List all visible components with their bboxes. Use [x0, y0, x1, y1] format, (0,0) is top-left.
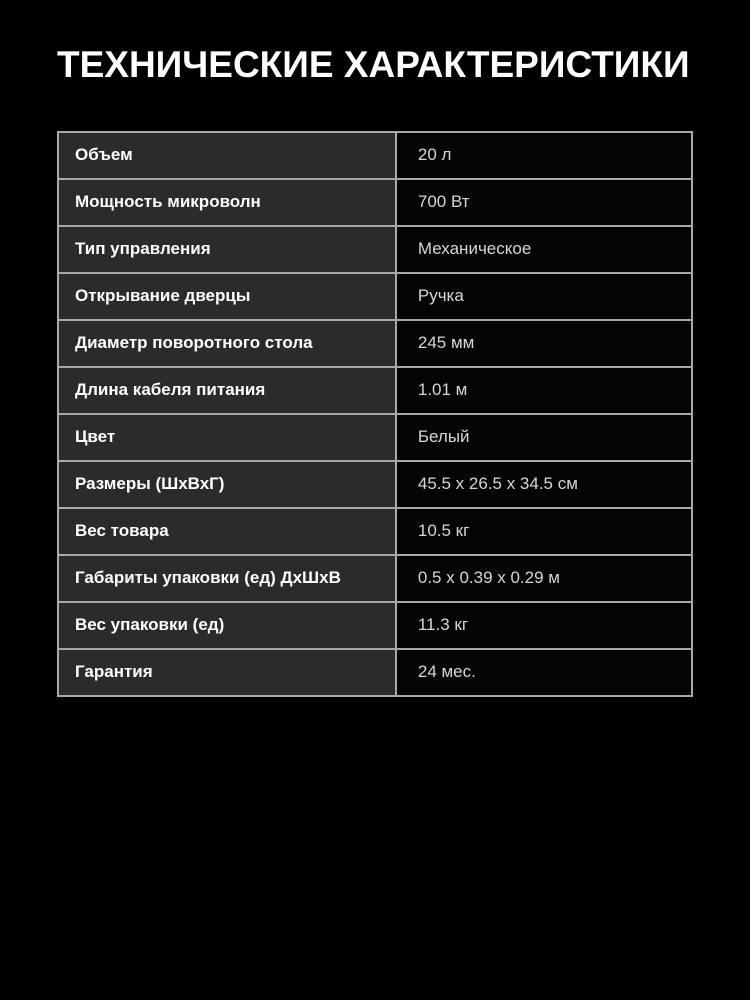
- table-row: [58, 226, 692, 273]
- spec-label: Открывание дверцы: [58, 273, 396, 320]
- table-row: [58, 649, 692, 696]
- spec-label: Цвет: [58, 414, 396, 461]
- table-row: [58, 179, 692, 226]
- spec-label: Мощность микроволн: [58, 179, 396, 226]
- spec-value: 0.5 x 0.39 x 0.29 м: [396, 555, 692, 602]
- spec-value: 45.5 x 26.5 x 34.5 см: [396, 461, 692, 508]
- table-row: [58, 602, 692, 649]
- spec-value: 10.5 кг: [396, 508, 692, 555]
- spec-label: Длина кабеля питания: [58, 367, 396, 414]
- spec-label: Вес товара: [58, 508, 396, 555]
- spec-label: Вес упаковки (ед): [58, 602, 396, 649]
- table-row: [58, 414, 692, 461]
- spec-label: Диаметр поворотного стола: [58, 320, 396, 367]
- spec-label: Габариты упаковки (ед) ДхШхВ: [58, 555, 396, 602]
- spec-label: Гарантия: [58, 649, 396, 696]
- spec-value: 11.3 кг: [396, 602, 692, 649]
- spec-table-body: [58, 132, 692, 696]
- spec-label: Размеры (ШхВхГ): [58, 461, 396, 508]
- spec-value: Белый: [396, 414, 692, 461]
- spec-value: 700 Вт: [396, 179, 692, 226]
- table-row: [58, 320, 692, 367]
- spec-label: Тип управления: [58, 226, 396, 273]
- spec-value: Ручка: [396, 273, 692, 320]
- spec-value: 24 мес.: [396, 649, 692, 696]
- spec-value: 245 мм: [396, 320, 692, 367]
- table-row: [58, 273, 692, 320]
- table-row: [58, 508, 692, 555]
- spec-value: Механическое: [396, 226, 692, 273]
- table-row: [58, 132, 692, 179]
- spec-table: [57, 131, 693, 697]
- spec-value: 1.01 м: [396, 367, 692, 414]
- spec-value: 20 л: [396, 132, 692, 179]
- spec-label: Объем: [58, 132, 396, 179]
- table-row: [58, 461, 692, 508]
- table-row: [58, 367, 692, 414]
- page-title: ТЕХНИЧЕСКИЕ ХАРАКТЕРИСТИКИ: [57, 44, 690, 85]
- table-row: [58, 555, 692, 602]
